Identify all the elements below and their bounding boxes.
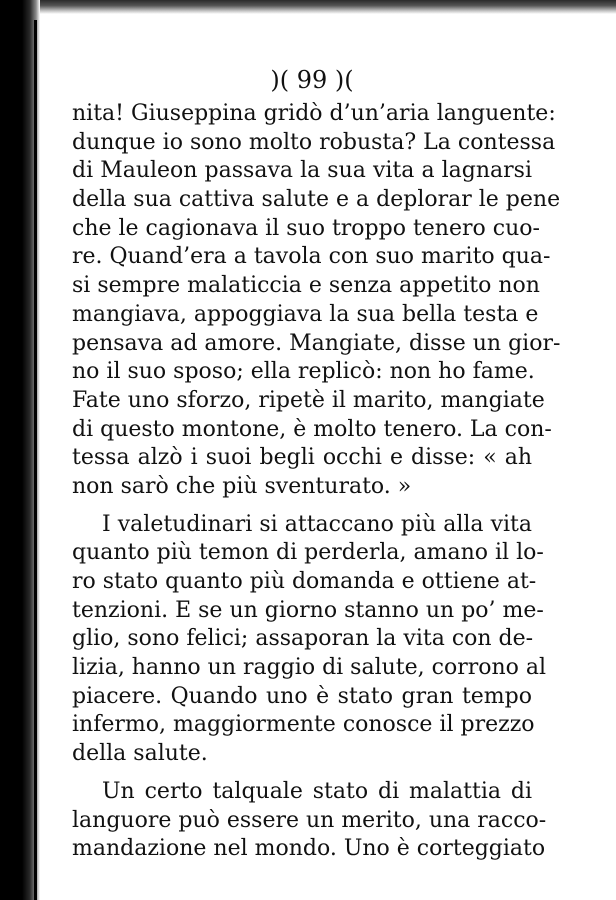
text-line: tenzioni. E se un giorno stanno un po’ me- [72,597,544,623]
text-line: quanto più temon di perderla, amano il lo- [72,540,544,566]
text-line: infermo, maggiormente conosce il prezzo [72,712,535,738]
text-line: non sarò che più sventurato. » [72,473,412,499]
text-line: che le cagionava il suo troppo tenero cuo- [72,215,540,241]
scan-top-edge [0,0,616,14]
text-line: ro stato quanto più domanda e ottiene at- [72,569,537,594]
paragraph-1 [72,100,561,502]
text-line: Un certo talquale stato di malattia di [102,778,532,804]
paragraph-gap [72,769,532,778]
text-line: si sempre malaticcia e senza appetito non [72,273,540,299]
text-line: mandazione nel mondo. Uno è corteggiato [72,836,546,862]
text-line: tessa alzò i suoi begli occhi e disse: « ah [72,445,532,471]
text-line: piacere. Quando uno è stato gran tempo [72,683,532,709]
text-line: Fate uno sforzo, ripetè il marito, mangiate [72,387,545,413]
text-line: nita! Giuseppina gridò d’un’aria languente: [72,101,556,126]
text-line: di Mauleon passava la sua vita a lagnarsi [72,158,532,184]
text-line: mangiava, appoggiava la sua bella testa e [72,301,539,327]
text-line: no il suo sposo; ella replicò: non ho fame. [72,359,535,385]
binding-edge-line [34,20,37,900]
text-line: della salute. [72,741,208,767]
paragraph-gap [72,502,532,511]
text-line: dunque io sono molto robusta? La contessa [72,129,556,155]
paragraph-2 [72,511,547,769]
text-line: lizia, hanno un raggio di salute, corrono al [72,655,547,681]
text-line: di questo montone, è molto tenero. La con- [72,416,552,442]
text-line: languore può essere un merito, una racco- [72,807,547,833]
book-page [72,64,561,864]
paragraph-3 [72,778,547,864]
text-line: I valetudinari si attaccano più alla vita [102,511,532,537]
page-number: )( 99 )( [270,66,354,94]
text-line: glio, sono felici; assaporan la vita con de- [72,626,534,652]
text-line: pensava ad amore. Mangiate, disse un gior- [72,330,561,356]
text-line: della sua cattiva salute e a deplorar le pene [72,187,561,213]
text-line: re. Quand’era a tavola con suo marito qua- [72,244,551,270]
